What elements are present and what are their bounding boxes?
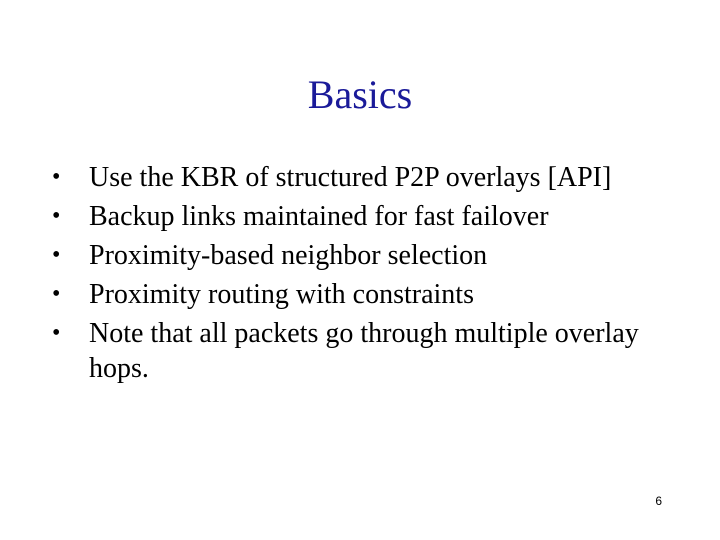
- bullet-list: [52, 160, 672, 390]
- bullet-text: Proximity routing with constraints: [89, 279, 474, 310]
- bullet-icon: •: [52, 203, 61, 229]
- bullet-item: [52, 316, 672, 386]
- bullet-icon: •: [52, 320, 61, 346]
- page-number: 6: [655, 494, 662, 508]
- bullet-item: [52, 277, 672, 312]
- bullet-text: Use the KBR of structured P2P overlays [API]: [89, 162, 612, 193]
- bullet-text: Backup links maintained for fast failover: [89, 201, 549, 232]
- bullet-icon: •: [52, 242, 61, 268]
- bullet-text: Proximity-based neighbor selection: [89, 240, 488, 271]
- bullet-icon: •: [52, 281, 61, 307]
- bullet-icon: •: [52, 164, 61, 190]
- bullet-item: [52, 238, 672, 273]
- bullet-item: [52, 199, 672, 234]
- slide-title: Basics: [307, 72, 413, 117]
- bullet-item: [52, 160, 672, 195]
- bullet-text: Note that all packets go through multiple overlay hops.: [89, 318, 639, 384]
